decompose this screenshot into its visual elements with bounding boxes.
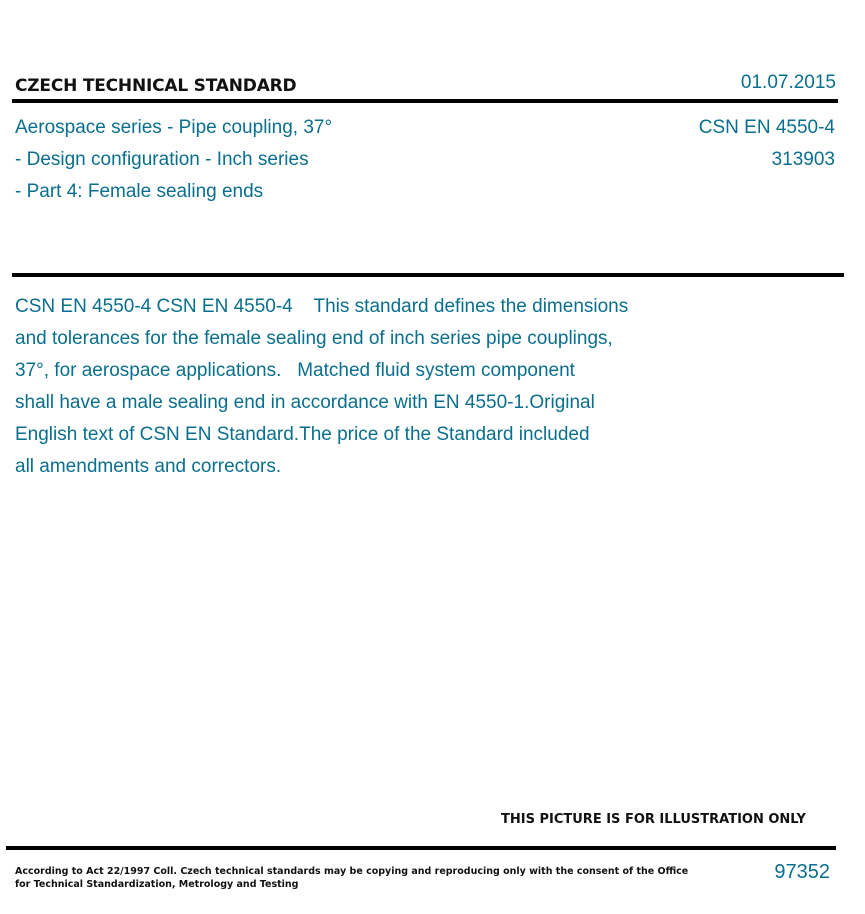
legal-notice [15, 865, 689, 891]
abstract-text: CSN EN 4550-4 CSN EN 4550-4 This standard defines the dimensions and tolerances for the female sealing end of inch series pipe couplings, 37°, for aerospace applications. Matched fluid system component shall have a male sealing end in accordance with EN 4550-1.Original English text of CSN EN Standard.The price of the Standard included all amendments and correctors. [15, 296, 629, 477]
document-type-label: CZECH TECHNICAL STANDARD [15, 76, 297, 96]
footer-divider [6, 846, 836, 850]
page-number: 97352 [774, 861, 830, 883]
legal-notice-line-1: According to Act 22/1997 Coll. Czech technical standards may be copying and reproducing only with the consent of the Office [15, 866, 689, 877]
header-divider [12, 99, 838, 103]
legal-notice-line-2: for Technical Standardization, Metrology and Testing [15, 879, 299, 890]
publication-date: 01.07.2015 [740, 72, 836, 93]
title-line-2: - Design configuration - Inch series [15, 149, 309, 170]
catalog-number: 313903 [771, 149, 835, 170]
title-line-3: - Part 4: Female sealing ends [15, 181, 264, 202]
illustration-note: THIS PICTURE IS FOR ILLUSTRATION ONLY [501, 812, 806, 827]
standard-code: CSN EN 4550-4 [698, 117, 835, 138]
title-divider [12, 273, 844, 277]
title-line-1: Aerospace series - Pipe coupling, 37° [15, 117, 333, 138]
